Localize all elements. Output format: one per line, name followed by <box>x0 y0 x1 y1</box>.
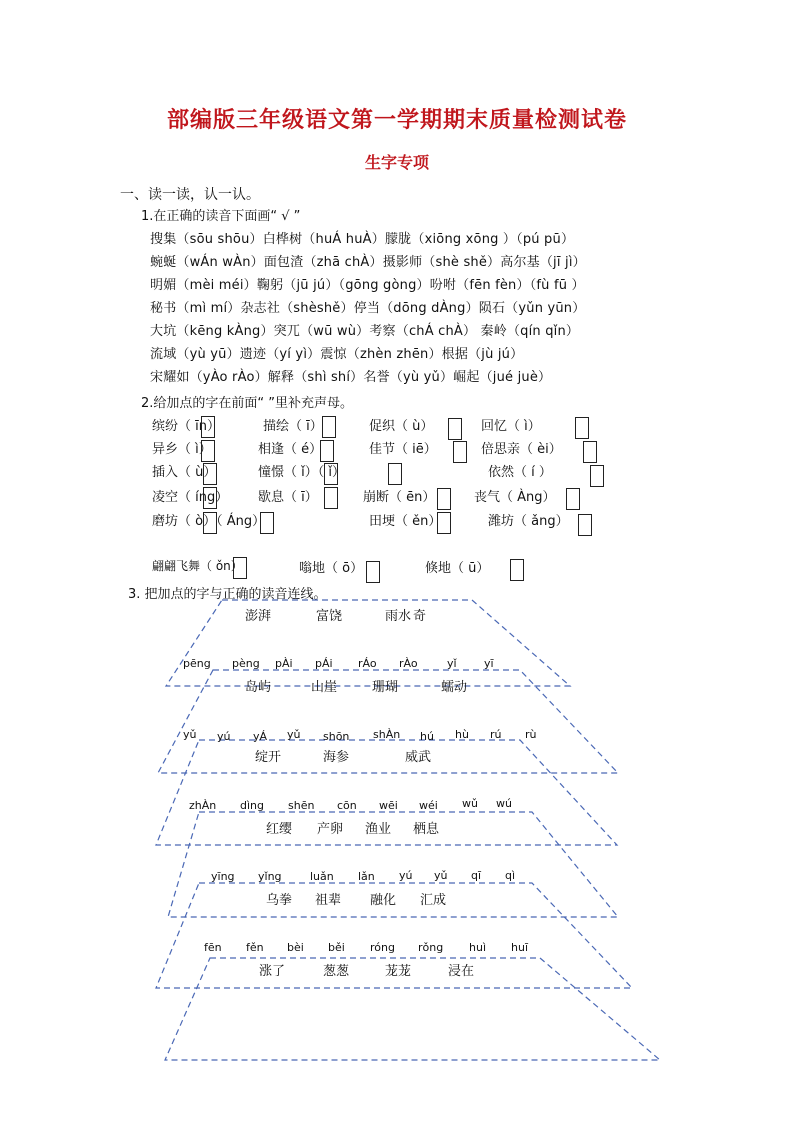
pinyin: róng <box>370 941 395 954</box>
pinyin: shÀn <box>373 728 401 741</box>
pinyin: luǎn <box>310 870 334 883</box>
q2-item: 崩断（ ēn） <box>363 490 436 505</box>
pinyin: huì <box>469 941 486 954</box>
pinyin: rú <box>490 728 502 741</box>
q2-item: 潍坊（ ǎng） <box>488 514 569 529</box>
pinyin: rÁo <box>358 657 377 670</box>
word: 产卵 <box>317 822 344 837</box>
page-title: 部编版三年级语文第一学期期末质量检测试卷 <box>166 107 627 133</box>
pinyin: běi <box>328 941 345 954</box>
word: 融化 <box>370 893 397 908</box>
pinyin: wú <box>496 797 512 810</box>
pinyin: yǔ <box>434 869 448 882</box>
pinyin: yú <box>217 730 231 743</box>
word: 祖辈 <box>315 893 342 908</box>
word: 蠕动 <box>441 680 468 695</box>
q1-line: 流域（yù yū）遗迹（yí yì）震惊（zhèn zhēn）根据（jù jú） <box>150 347 524 362</box>
q1-line: 宋耀如（yÀo rÀo）解释（shì shí）名誉（yù yǔ）崛起（jué juè） <box>150 370 552 385</box>
word: 浸在 <box>448 964 475 979</box>
q2-item: 翩翩飞舞（ ǒn） <box>152 559 243 573</box>
pinyin: yǐ <box>447 657 457 670</box>
q1-line: 大坑（kēng kÀng）突兀（wū wù）考察（chÁ chÀ） 秦岭（qín qǐn） <box>150 324 580 339</box>
q2-item: 丧气（ Àng） <box>474 490 556 505</box>
q2-item: 佳节（ iē） <box>369 442 437 457</box>
word: 山崖 <box>311 680 338 695</box>
pinyin: rÀo <box>399 657 418 670</box>
pinyin: qì <box>505 869 516 882</box>
pinyin: dìng <box>240 799 264 812</box>
q2-item: 回忆（ ì） <box>481 419 541 434</box>
q2-item: 促织（ ù） <box>369 419 434 434</box>
pinyin: zhÀn <box>189 799 217 812</box>
word: 栖息 <box>413 822 440 837</box>
q2-item: 歇息（ ī） <box>258 490 318 505</box>
pinyin: shēn <box>288 799 315 812</box>
pinyin: hú <box>420 730 434 743</box>
pinyin: yú <box>399 869 413 882</box>
q2-item: 倍思亲（ èi） <box>481 442 562 457</box>
q2-heading: 2.给加点的字在前面“ ”里补充声母。 <box>141 396 354 411</box>
pinyin: fēn <box>204 941 222 954</box>
word: 奇 <box>413 609 427 624</box>
pinyin: wéi <box>419 799 438 812</box>
pinyin: rù <box>525 728 537 741</box>
word: 珊瑚 <box>372 680 399 695</box>
q3-heading: 3. 把加点的字与正确的读音连线。 <box>128 587 327 602</box>
frame <box>165 958 660 1060</box>
pinyin: hù <box>455 728 469 741</box>
pinyin: pēng <box>183 657 211 670</box>
word: 葱葱 <box>323 964 350 979</box>
pinyin: lǎn <box>358 870 375 883</box>
page-subtitle: 生字专项 <box>364 153 429 172</box>
frame <box>166 600 570 686</box>
q1-line: 搜集（sōu shōu）白桦树（huÁ huÀ）朦胧（xiōng xōng ）（pú pū） <box>150 232 575 247</box>
word: 茏茏 <box>385 964 412 979</box>
pinyin: cōn <box>337 799 357 812</box>
pinyin: pÁi <box>315 657 333 670</box>
word: 澎湃 <box>245 609 272 624</box>
q2-item: 憧憬（ ǐ）（ ǐ） <box>258 465 345 480</box>
word: 海参 <box>323 750 350 765</box>
word: 岛屿 <box>245 680 272 695</box>
pinyin: qī <box>471 869 482 882</box>
q2-item: 依然（ í ） <box>488 465 552 480</box>
pinyin: fěn <box>246 941 264 954</box>
pinyin: yī <box>484 657 494 670</box>
word: 威武 <box>405 750 432 765</box>
pinyin: huī <box>511 941 528 954</box>
q2-item: 嗡地（ ō） <box>299 561 364 576</box>
q1-heading: 1.在正确的读音下面画“ √ ” <box>141 209 301 224</box>
word: 雨水 <box>385 609 412 624</box>
q1-line: 秘书（mì mí）杂志社（shèshě）停当（dōng dÀng）陨石（yǔn yūn） <box>150 301 586 316</box>
pinyin: yǔ <box>287 728 301 741</box>
word: 绽开 <box>255 750 282 765</box>
pinyin: shōn <box>323 730 350 743</box>
word: 涨了 <box>259 964 286 979</box>
pinyin: bèi <box>287 941 304 954</box>
word: 渔业 <box>365 822 392 837</box>
q2-item: 相逢（ é） <box>258 442 323 457</box>
q1-line: 蜿蜒（wÁn wÀn）面包渣（zhā chÀ）摄影师（shè shě）高尔基（jī jì） <box>150 255 586 270</box>
pinyin: yǐng <box>258 870 282 883</box>
pinyin: pÀi <box>275 657 293 670</box>
pinyin: rǒng <box>418 941 444 954</box>
q2-item: 异乡（ ì） <box>152 442 212 457</box>
q1-line: 明媚（mèi méi）鞠躬（jū jú）（gōng gòng）吩咐（fēn fèn）（fù fū ） <box>150 278 585 293</box>
q2-item: 缤纷（ īn） <box>152 419 220 434</box>
section1-heading: 一、读一读，认一认。 <box>120 187 260 203</box>
q2-item: 凌空（ íng） <box>152 490 229 505</box>
word: 红缨 <box>266 822 293 837</box>
pinyin: wǔ <box>462 797 478 810</box>
word: 乌拳 <box>266 893 293 908</box>
q2-item: 磨坊（ ò）（ Áng） <box>152 514 266 529</box>
pinyin: wēi <box>379 799 398 812</box>
pinyin: yÁ <box>253 730 268 743</box>
pinyin: pèng <box>232 657 260 670</box>
word: 富饶 <box>316 609 343 624</box>
q2-item: 插入（ ù） <box>152 465 217 480</box>
q2-item: 田埂（ ěn） <box>369 514 442 529</box>
q2-item: 描绘（ ī） <box>263 419 323 434</box>
pinyin: yǔ <box>183 728 197 741</box>
word: 汇成 <box>420 893 447 908</box>
pinyin: yīng <box>211 870 235 883</box>
q2-item: 倏地（ ū） <box>425 561 490 576</box>
